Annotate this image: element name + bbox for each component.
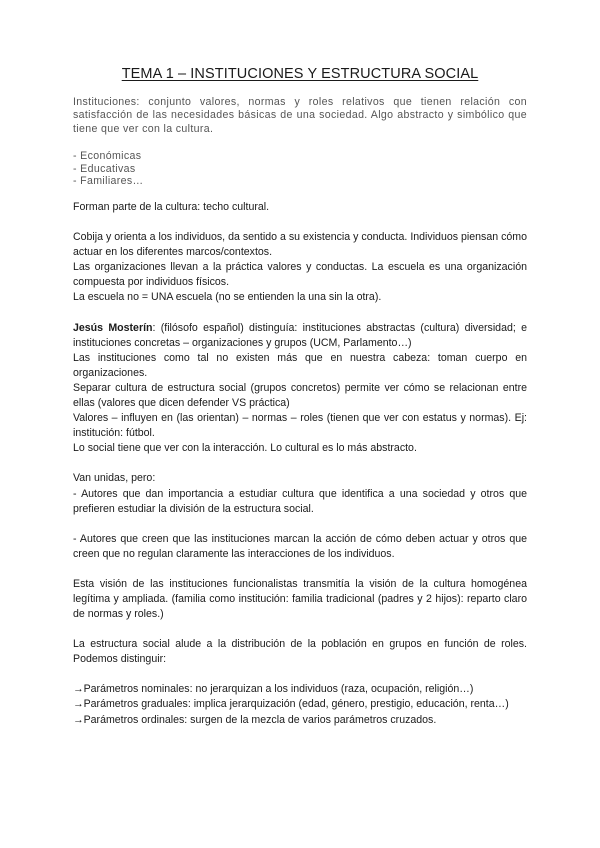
paragraph-cobija: Cobija y orienta a los individuos, da sentido a su existencia y conducta. Individuos piensan cómo actuar en los diferentes marcos/contextos.	[73, 231, 527, 259]
paragraph-social: Lo social tiene que ver con la interacción. Lo cultural es lo más abstracto.	[73, 442, 417, 455]
paragraph-existen: Las instituciones como tal no existen más que en nuestra cabeza: toman cuerpo en organizaciones.	[73, 351, 527, 379]
paragraph-vision: Esta visión de las instituciones funcionalistas transmitía la visión de la cultura homogénea legítima y ampliada. (familia como institución: familia tradicional (padres y 2 hijos): reparto claro de normas y roles.)	[73, 577, 527, 621]
paragraph-organizaciones: Las organizaciones llevan a la práctica valores y conductas. La escuela es una organización compuesta por individuos físicos.	[73, 261, 527, 289]
author-name: Jesús Mosterín	[73, 321, 153, 334]
parameter-ordinales: →Parámetros ordinales: surgen de la mezcla de varios parámetros cruzados.	[73, 713, 437, 726]
page-title: TEMA 1 – INSTITUCIONES Y ESTRUCTURA SOCIAL	[121, 66, 479, 82]
institution-types-list	[73, 150, 527, 188]
paragraph-mosterin: Jesús Mosterín: (filósofo español) distinguía: instituciones abstractas (cultura) diversidad; e instituciones concretas – organizaciones y grupos (UCM, Parlamento…)	[73, 321, 527, 349]
paragraph-autores-2: - Autores que creen que las instituciones marcan la acción de cómo deben actuar y otros que creen que no regulan claramente las interacciones de los individuos.	[73, 532, 527, 560]
intro-paragraph: Instituciones: conjunto valores, normas y roles relativos que tienen relación con satisfacción de las necesidades básicas de una sociedad. Algo abstracto y simbólico que tiene que ver con la cultura.	[73, 96, 527, 135]
paragraph-autores-1: - Autores que dan importancia a estudiar cultura que identifica a una sociedad y otros que prefieren estudiar la división de la estructura social.	[73, 487, 527, 515]
paragraph-separar: Separar cultura de estructura social (grupos concretos) permite ver cómo se relacionan entre ellas (valores que dicen defender VS práctica)	[73, 381, 527, 410]
paragraph-escuela: La escuela no = UNA escuela (no se entienden la una sin la otra).	[73, 291, 382, 304]
paragraph-forman: Forman parte de la cultura: techo cultural.	[73, 201, 270, 213]
document-body	[73, 188, 527, 728]
paragraph-valores: Valores – influyen en (las orientan) – normas – roles (tienen que ver con estatus y normas). Ej: institución: fútbol.	[73, 412, 527, 440]
paragraph-van: Van unidas, pero:	[73, 472, 156, 485]
list-item: - Educativas	[73, 162, 136, 175]
paragraph-estructura: La estructura social alude a la distribución de la población en grupos en función de roles. Podemos distinguir:	[73, 638, 527, 666]
parameter-nominales: →Parámetros nominales: no jerarquizan a los individuos (raza, ocupación, religión…)	[73, 683, 474, 696]
parameter-graduales: →Parámetros graduales: implica jerarquización (edad, género, prestigio, educación, renta…)	[73, 698, 509, 711]
list-item: - Económicas	[73, 150, 142, 163]
list-item: - Familiares…	[73, 175, 144, 188]
